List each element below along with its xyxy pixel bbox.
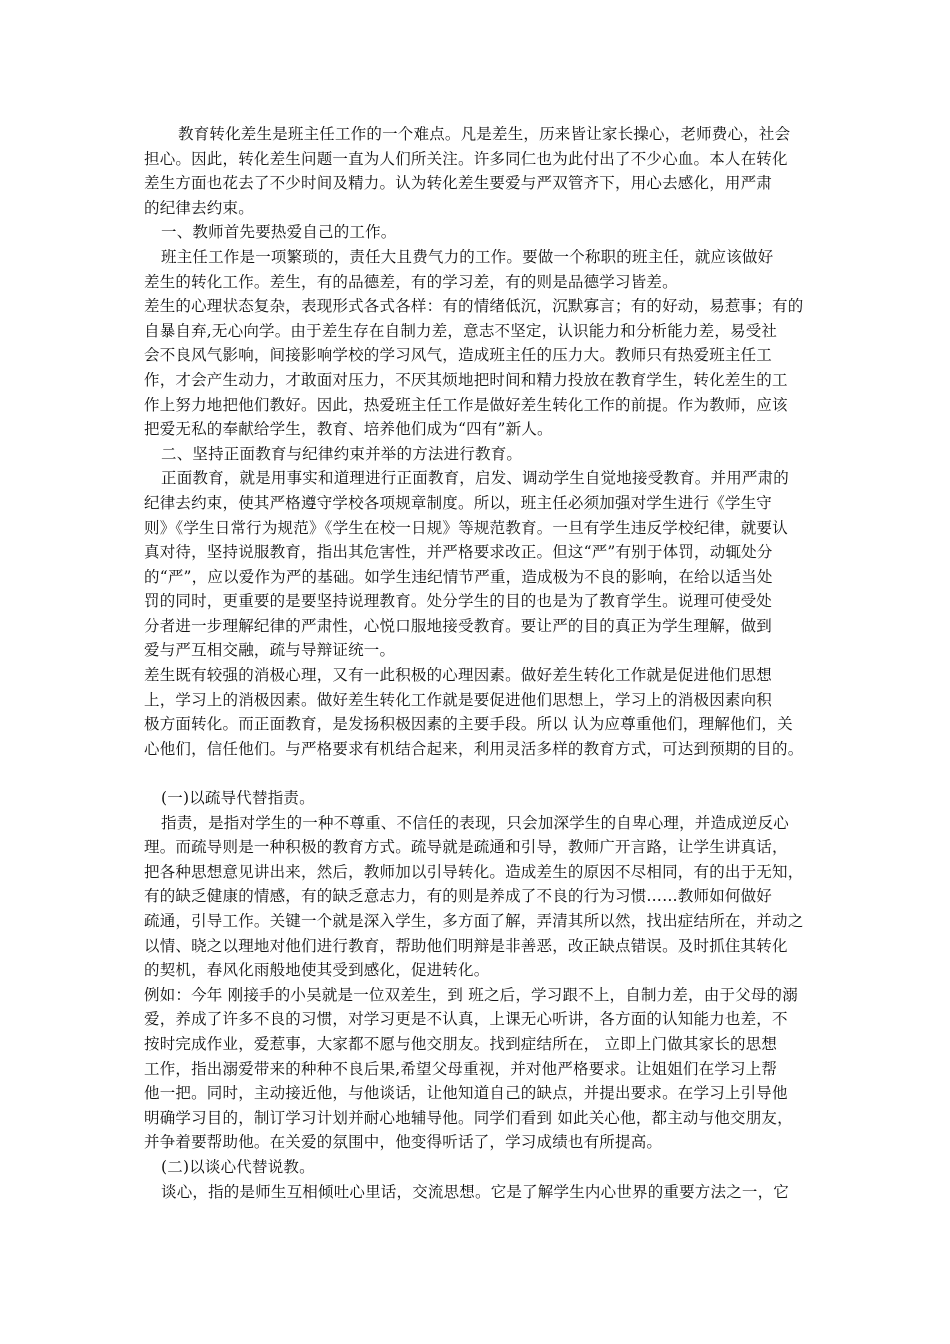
paragraph-line: 的纪律去约束。 bbox=[144, 198, 254, 217]
section-heading: (一)以疏导代替指责。 bbox=[161, 789, 315, 808]
paragraph-line: 理。而疏导则是一种积极的教育方式。疏导就是疏通和引导，教师广开言路，让学生讲真话， bbox=[144, 838, 788, 857]
paragraph-line: 自暴自弃,无心向学。由于差生存在自制力差，意志不坚定，认识能力和分析能力差，易受社 bbox=[144, 321, 778, 340]
paragraph-line: 差生方面也花去了不少时间及精力。认为转化差生要爱与严双管齐下，用心去感化，用严肃 bbox=[144, 174, 773, 193]
paragraph-line: 他一把。同时，主动接近他，与他谈话，让他知道自己的缺点，并提出要求。在学习上引导他 bbox=[144, 1084, 788, 1103]
paragraph-line: 正面教育，就是用事实和道理进行正面教育，启发、调动学生自觉地接受教育。并用严肃的 bbox=[161, 469, 790, 488]
paragraph-line: 心他们，信任他们。与严格要求有机结合起来，利用灵活多样的教育方式，可达到预期的目的。 bbox=[144, 739, 804, 758]
paragraph-line: 的“严”，应以爱作为严的基础。如学生违纪情节严重，造成极为不良的影响，在给以适当处 bbox=[144, 567, 773, 586]
paragraph-line: 真对待，坚持说服教育，指出其危害性，并严格要求改正。但这“严”有别于体罚，动辄处分 bbox=[144, 543, 773, 562]
paragraph-line: 爱与严互相交融，疏与导辩证统一。 bbox=[144, 641, 396, 660]
paragraph-line: 例如：今年 刚接手的小吴就是一位双差生，到 班之后，学习跟不上，自制力差，由于父母的溺 bbox=[144, 985, 798, 1004]
paragraph-line: 差生的心理状态复杂，表现形式各式各样：有的情绪低沉，沉默寡言；有的好动，易惹事；有的 bbox=[144, 297, 804, 316]
paragraph-line: 工作，指出溺爱带来的种种不良后果,希望父母重视，并对他严格要求。让姐姐们在学习上帮 bbox=[144, 1059, 778, 1078]
section-heading: (二)以谈心代替说教。 bbox=[161, 1157, 315, 1176]
paragraph-line: 则》《学生日常行为规范》《学生在校一日规》等规范教育。一旦有学生违反学校纪律，就要认 bbox=[144, 518, 788, 537]
paragraph-line: 指责，是指对学生的一种不尊重、不信任的表现，只会加深学生的自卑心理，并造成逆反心 bbox=[161, 813, 790, 832]
paragraph-line: 极方面转化。而正面教育，是发扬积极因素的主要手段。所以 认为应尊重他们，理解他们，关 bbox=[144, 715, 793, 734]
paragraph-line: 把爱无私的奉献给学生，教育、培养他们成为“四有”新人。 bbox=[144, 420, 553, 439]
paragraph-line: 爱，养成了许多不良的习惯，对学习更是不认真，上课无心听讲，各方面的认知能力也差，不 bbox=[144, 1010, 788, 1029]
paragraph-line: 把各种思想意见讲出来，然后，教师加以引导转化。造成差生的原因不尽相同，有的出于无知， bbox=[144, 862, 804, 881]
paragraph-line: 作，才会产生动力，才敢面对压力，不厌其烦地把时间和精力投放在教育学生，转化差生的工 bbox=[144, 370, 788, 389]
paragraph-line: 疏通，引导工作。关键一个就是深入学生，多方面了解，弄清其所以然，找出症结所在，并动之 bbox=[144, 912, 804, 930]
paragraph-line: 谈心，指的是师生互相倾吐心里话，交流思想。它是了解学生内心世界的重要方法之一，它 bbox=[161, 1182, 790, 1201]
paragraph-line: 按时完成作业，爱惹事，大家都不愿与他交朋友。找到症结所在， 立即上门做其家长的思想 bbox=[144, 1034, 778, 1053]
section-heading: 一、教师首先要热爱自己的工作。 bbox=[161, 223, 397, 242]
paragraph-line: 差生的转化工作。差生，有的品德差，有的学习差，有的则是品德学习皆差。 bbox=[144, 272, 678, 291]
paragraph-line: 差生既有较强的消极心理，又有一此积极的心理因素。做好差生转化工作就是促进他们思想 bbox=[144, 666, 773, 685]
blank-line bbox=[144, 761, 819, 786]
paragraph-line: 分者进一步理解纪律的严肃性，心悦口服地接受教育。要让严的目的真正为学生理解，做到 bbox=[144, 616, 773, 635]
paragraph-line: 担心。因此，转化差生问题一直为人们所关注。许多同仁也为此付出了不少心血。本人在转化 bbox=[144, 149, 788, 168]
paragraph-line: 罚的同时，更重要的是要坚持说理教育。处分学生的目的也是为了教育学生。说理可使受处 bbox=[144, 592, 773, 611]
paragraph-line: 上，学习上的消极因素。做好差生转化工作就是要促进他们思想上，学习上的消极因素向积 bbox=[144, 690, 773, 709]
paragraph-line: 班主任工作是一项繁琐的，责任大且费气力的工作。要做一个称职的班主任，就应该做好 bbox=[161, 247, 774, 266]
paragraph-line: 会不良风气影响，间接影响学校的学习风气，造成班主任的压力大。教师只有热爱班主任工 bbox=[144, 346, 773, 365]
paragraph-line: 以情、晓之以理地对他们进行教育，帮助他们明辩是非善恶，改正缺点错误。及时抓住其转化 bbox=[144, 936, 788, 955]
section-heading: 二、坚持正面教育与纪律约束并举的方法进行教育。 bbox=[161, 444, 523, 463]
paragraph-line: 有的缺乏健康的情感，有的缺乏意志力，有的则是养成了不良的行为习惯……教师如何做好 bbox=[144, 887, 773, 906]
paragraph-line: 纪律去约束，使其严格遵守学校各项规章制度。所以，班主任必须加强对学生进行《学生守 bbox=[144, 493, 773, 512]
paragraph-line: 的契机，春风化雨般地使其受到感化，促进转化。 bbox=[144, 961, 490, 980]
paragraph-line: 并争着要帮助他。在关爱的氛围中，他变得听话了，学习成绩也有所提高。 bbox=[144, 1133, 663, 1152]
document-body bbox=[144, 122, 819, 1204]
paragraph-line: 明确学习目的，制订学习计划并耐心地辅导他。同学们看到 如此关心他，都主动与他交朋友， bbox=[144, 1108, 793, 1127]
paragraph-line: 教育转化差生是班主任工作的一个难点。凡是差生，历来皆让家长操心，老师费心，社会 bbox=[178, 125, 791, 143]
paragraph-line: 作上努力地把他们教好。因此，热爱班主任工作是做好差生转化工作的前提。作为教师，应该 bbox=[144, 395, 788, 414]
